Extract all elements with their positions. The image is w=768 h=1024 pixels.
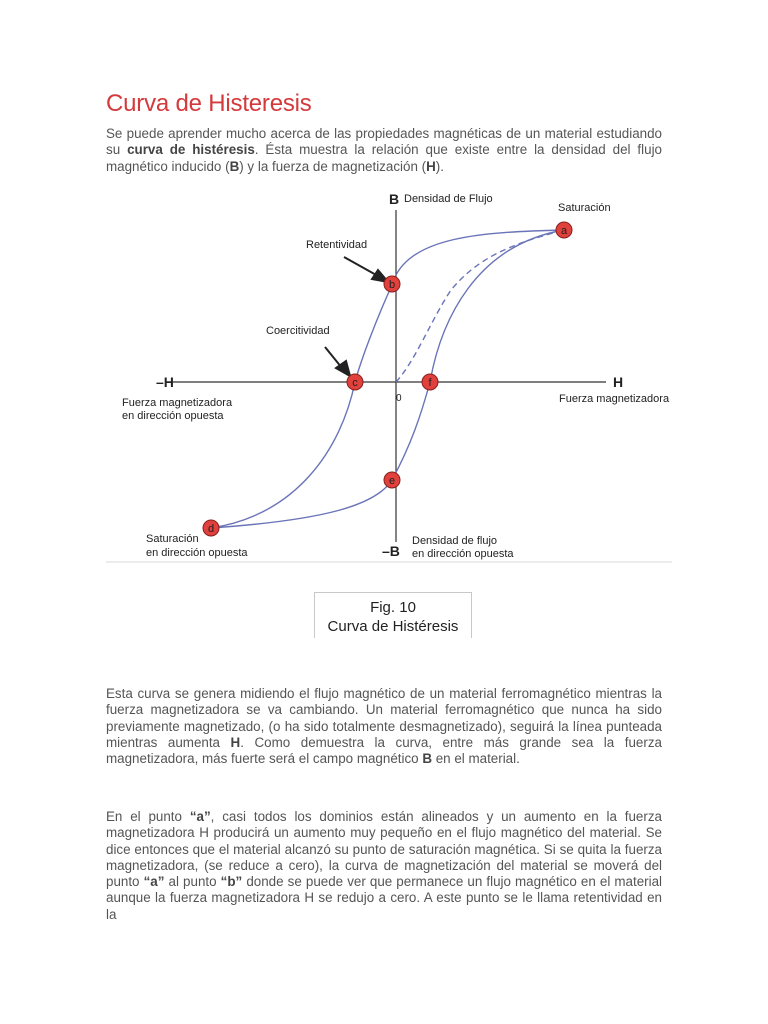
- origin-label: 0: [396, 393, 402, 404]
- axis-b-bottom-label-2: en dirección opuesta: [412, 548, 514, 560]
- point-a-label: a: [560, 225, 568, 237]
- point-d-label: d: [207, 523, 215, 535]
- body-paragraph-3: [106, 809, 662, 923]
- intro-bold-h: H: [426, 158, 436, 174]
- intro-paragraph: [106, 126, 662, 175]
- retentividad-label: Retentividad: [306, 239, 368, 251]
- axis-b-top-letter: B: [389, 191, 400, 207]
- intro-text-1: Se puede aprender mucho acerca de las propiedades magnéticas de un material estudiando su: [106, 126, 662, 158]
- para2-text-1: Esta curva se genera midiendo el flujo magnético de un material ferromagnético mientras la fuerza magnetizadora se va cambiando. Un material ferromagnético que nunca ha sido previamente magnetizado, (o ha sido totalmente desmagnetizado), seguirá la línea punteada mientras aumenta: [106, 686, 662, 750]
- saturacion-opuesta-label-2: en dirección opuesta: [146, 547, 248, 559]
- para3-text-4: donde se puede ver que permanece un flujo magnético en el material aunque la fuerza magnetizadora H se redujo a cero. A este punto se le llama retentividad en la: [106, 874, 663, 922]
- para3-bold-a-1: “a”: [189, 809, 211, 824]
- page-title: Curva de Histeresis: [106, 90, 312, 117]
- initial-magnetization-curve: [396, 230, 564, 382]
- coercitividad-label: Coercitividad: [266, 325, 330, 337]
- axis-h-left-label-2: en dirección opuesta: [122, 410, 224, 422]
- para2-text-2: . Como demuestra la curva, entre más grande sea la fuerza magnetizadora, más fuerte será el campo magnético: [106, 734, 662, 767]
- axis-b-top-label: Densidad de Flujo: [404, 193, 493, 205]
- axis-h-right-letter: H: [613, 374, 624, 390]
- hysteresis-figure: [106, 190, 672, 564]
- intro-bold-b: B: [229, 158, 240, 174]
- curve-points: [203, 222, 572, 536]
- hysteresis-diagram: [106, 190, 672, 564]
- para3-text-1: En el punto: [106, 809, 190, 824]
- retentividad-arrow: [344, 257, 378, 276]
- axis-b-bottom-letter: –B: [382, 543, 400, 559]
- saturacion-opuesta-label-1: Saturación: [146, 533, 199, 545]
- axis-h-left-label-1: Fuerza magnetizadora: [122, 397, 233, 409]
- para3-text-2: , casi todos los dominios están alineados y un aumento en la fuerza magnetizadora H producirá un aumento muy pequeño en el flujo magnético del material. Se dice entonces que el material alcanzó su punto de saturación magnética. Si se quita la fuerza magnetizadora, (se reduce a cero), la curva de magnetización del material se moverá del punto: [106, 809, 662, 890]
- figure-caption: [314, 592, 472, 638]
- saturacion-label: Saturación: [558, 202, 611, 214]
- para3-text-3: al punto: [164, 874, 221, 890]
- caption-fig-number: Fig. 10: [370, 599, 416, 616]
- para2-bold-h: H: [230, 734, 241, 750]
- point-f-label: f: [428, 377, 432, 389]
- body-paragraph-2: [106, 686, 662, 767]
- point-c-label: c: [352, 377, 358, 389]
- intro-bold-term: curva de histéresis: [127, 142, 255, 158]
- intro-text-3: ) y la fuerza de magnetización (: [239, 158, 427, 174]
- caption-fig-title: Curva de Histéresis: [327, 618, 459, 635]
- axis-b-bottom-label-1: Densidad de flujo: [412, 535, 498, 547]
- para2-bold-b: B: [422, 751, 432, 767]
- axis-h-left-letter: –H: [156, 374, 174, 390]
- point-b-label: b: [388, 279, 396, 291]
- para3-bold-a-2: “a”: [143, 874, 165, 890]
- intro-text-2: . Ésta muestra la relación que existe entre la densidad del flujo magnético inducido (: [106, 142, 662, 174]
- para3-bold-b: “b”: [220, 874, 243, 890]
- axis-h-right-label: Fuerza magnetizadora: [559, 393, 670, 405]
- para2-text-3: en el material.: [432, 751, 520, 767]
- point-e-label: e: [388, 475, 396, 487]
- intro-text-4: ).: [435, 158, 444, 174]
